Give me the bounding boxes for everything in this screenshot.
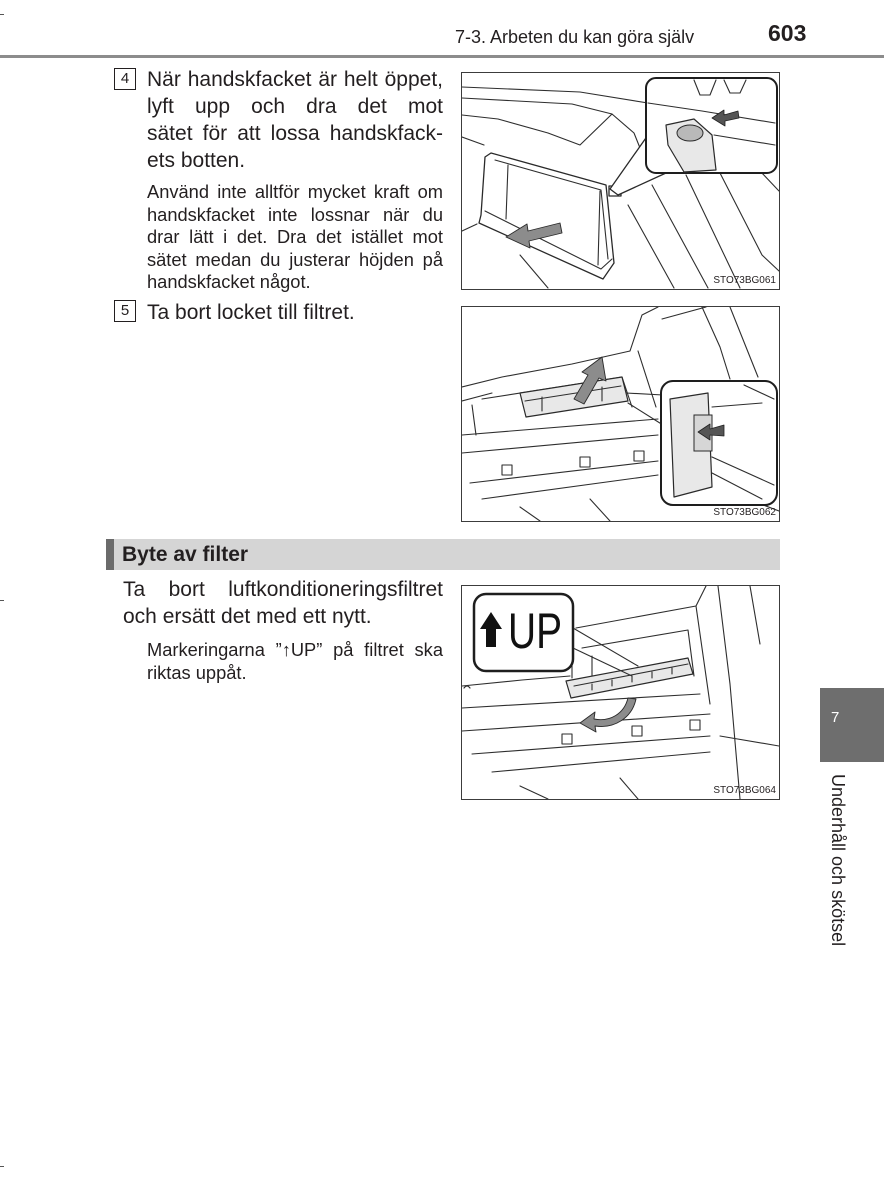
step-4-note-line: handskfacket något. <box>147 271 311 292</box>
section-text-line: Ta bort luftkonditioneringsfiltret <box>123 578 443 601</box>
running-header-title: 7-3. Arbeten du kan göra själv <box>455 27 695 47</box>
figure-filter-replacement <box>461 585 780 800</box>
section-header-accent <box>106 539 114 570</box>
step-number-box: 4 <box>114 68 136 90</box>
section-text-line: och ersätt det med ett nytt. <box>123 605 372 628</box>
air-filter <box>566 658 693 698</box>
header-rule <box>0 55 884 58</box>
step-4-text-line: lyft upp och dra det mot <box>147 95 443 118</box>
glovebox-tray <box>479 153 614 279</box>
step-5-text <box>147 299 443 326</box>
section-header-bar <box>106 539 780 570</box>
step-number-box: 5 <box>114 300 136 322</box>
step-5-text-line: Ta bort locket till filtret. <box>147 301 355 324</box>
detail-hinge-knob <box>677 125 703 141</box>
section-note-line: riktas uppåt. <box>147 662 247 683</box>
step-4-text-line: När handskfacket är helt öppet, <box>147 68 443 91</box>
step-4-text <box>147 66 443 174</box>
insert-direction-arrow <box>580 698 636 732</box>
figure-1-illustration <box>462 73 779 289</box>
chapter-tab-number: 7 <box>831 709 840 726</box>
figure-2-illustration <box>462 307 779 521</box>
section-title: Byte av filter <box>122 543 249 566</box>
step-4-text-line: ets botten. <box>147 149 246 172</box>
filter-cover <box>520 377 628 417</box>
section-text <box>123 576 443 630</box>
step-4-note-line: Använd inte alltför mycket kraft om <box>147 181 443 202</box>
crop-mark <box>0 600 4 601</box>
chapter-tab <box>820 688 884 762</box>
crop-mark <box>0 1166 4 1167</box>
figure-caption: STO73BG064 <box>713 785 776 796</box>
figure-glovebox-lowered <box>461 72 780 290</box>
chapter-tab-title: Underhåll och skötsel <box>828 774 848 947</box>
figure-caption: STO73BG062 <box>713 507 776 518</box>
step-4-note-line: sätet medan du justerar höjden på <box>147 248 443 270</box>
section-note <box>147 638 443 684</box>
up-marking-label: UP <box>508 603 562 659</box>
step-4-note-line: drar lätt i det. Dra det istället mot <box>147 226 443 247</box>
step-4-note <box>147 181 443 294</box>
step-4-text-line: sätet för att lossa handskfack- <box>147 122 443 145</box>
section-note-line: Markeringarna ”↑UP” på filtret ska <box>147 639 443 660</box>
page-number: 603 <box>768 20 807 46</box>
crop-mark <box>0 14 4 15</box>
step-4-note-line: handskfacket inte lossnar när du <box>147 203 443 225</box>
figure-caption: STO73BG061 <box>713 275 776 286</box>
figure-filter-cover-removal <box>461 306 780 522</box>
figure-3-illustration <box>462 586 779 799</box>
